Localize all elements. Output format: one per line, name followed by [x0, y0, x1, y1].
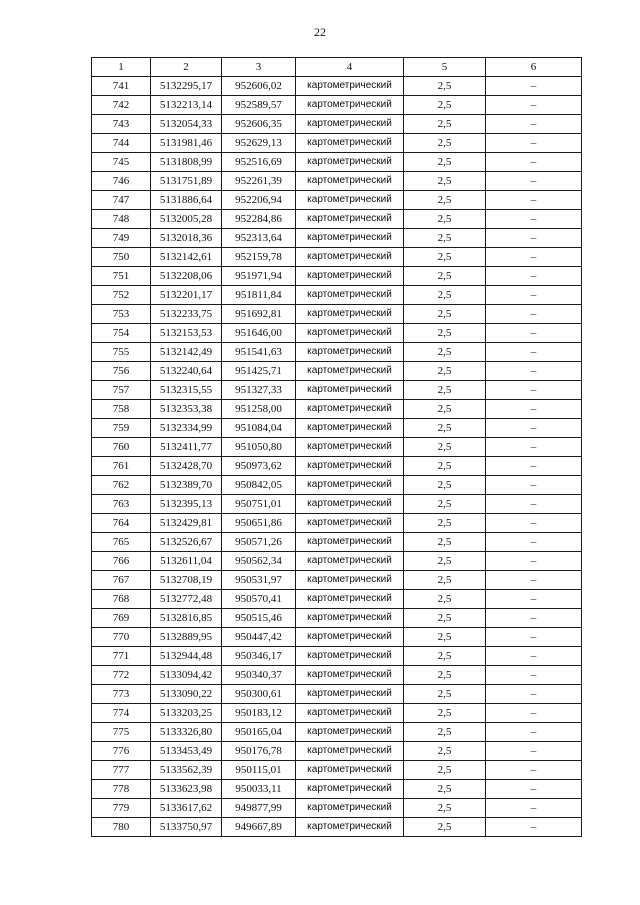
x-coordinate-cell: 5133090,22	[151, 685, 222, 704]
coordinates-table	[91, 57, 582, 837]
x-coordinate-cell: 5133562,39	[151, 761, 222, 780]
method-cell: картометрический	[296, 609, 404, 628]
y-coordinate-cell: 950300,61	[222, 685, 296, 704]
note-cell: –	[486, 191, 582, 210]
note-cell: –	[486, 229, 582, 248]
x-coordinate-cell: 5132213,14	[151, 96, 222, 115]
y-coordinate-cell: 950751,01	[222, 495, 296, 514]
note-cell: –	[486, 381, 582, 400]
table-row	[92, 723, 582, 742]
x-coordinate-cell: 5133094,42	[151, 666, 222, 685]
note-cell: –	[486, 609, 582, 628]
method-cell: картометрический	[296, 818, 404, 837]
method-cell: картометрический	[296, 96, 404, 115]
y-coordinate-cell: 951811,84	[222, 286, 296, 305]
y-coordinate-cell: 952284,86	[222, 210, 296, 229]
point-number-cell: 762	[92, 476, 151, 495]
y-coordinate-cell: 950165,04	[222, 723, 296, 742]
method-cell: картометрический	[296, 704, 404, 723]
table-row	[92, 400, 582, 419]
table-row	[92, 286, 582, 305]
table-row	[92, 552, 582, 571]
note-cell: –	[486, 286, 582, 305]
method-cell: картометрический	[296, 628, 404, 647]
note-cell: –	[486, 305, 582, 324]
accuracy-cell: 2,5	[404, 799, 486, 818]
y-coordinate-cell: 952159,78	[222, 248, 296, 267]
accuracy-cell: 2,5	[404, 400, 486, 419]
y-coordinate-cell: 950562,34	[222, 552, 296, 571]
point-number-cell: 749	[92, 229, 151, 248]
y-coordinate-cell: 950176,78	[222, 742, 296, 761]
y-coordinate-cell: 950651,86	[222, 514, 296, 533]
accuracy-cell: 2,5	[404, 229, 486, 248]
method-cell: картометрический	[296, 799, 404, 818]
x-coordinate-cell: 5132429,81	[151, 514, 222, 533]
column-header-1: 1	[92, 58, 151, 77]
y-coordinate-cell: 952313,64	[222, 229, 296, 248]
note-cell: –	[486, 628, 582, 647]
point-number-cell: 756	[92, 362, 151, 381]
method-cell: картометрический	[296, 381, 404, 400]
accuracy-cell: 2,5	[404, 723, 486, 742]
note-cell: –	[486, 248, 582, 267]
point-number-cell: 778	[92, 780, 151, 799]
accuracy-cell: 2,5	[404, 704, 486, 723]
table-row	[92, 609, 582, 628]
point-number-cell: 776	[92, 742, 151, 761]
x-coordinate-cell: 5132772,48	[151, 590, 222, 609]
accuracy-cell: 2,5	[404, 533, 486, 552]
accuracy-cell: 2,5	[404, 324, 486, 343]
accuracy-cell: 2,5	[404, 685, 486, 704]
accuracy-cell: 2,5	[404, 248, 486, 267]
x-coordinate-cell: 5132153,53	[151, 324, 222, 343]
x-coordinate-cell: 5132816,85	[151, 609, 222, 628]
y-coordinate-cell: 950447,42	[222, 628, 296, 647]
note-cell: –	[486, 400, 582, 419]
y-coordinate-cell: 951258,00	[222, 400, 296, 419]
note-cell: –	[486, 666, 582, 685]
x-coordinate-cell: 5132054,33	[151, 115, 222, 134]
accuracy-cell: 2,5	[404, 780, 486, 799]
x-coordinate-cell: 5132233,75	[151, 305, 222, 324]
accuracy-cell: 2,5	[404, 818, 486, 837]
method-cell: картометрический	[296, 362, 404, 381]
accuracy-cell: 2,5	[404, 305, 486, 324]
y-coordinate-cell: 950183,12	[222, 704, 296, 723]
method-cell: картометрический	[296, 495, 404, 514]
y-coordinate-cell: 949667,89	[222, 818, 296, 837]
point-number-cell: 779	[92, 799, 151, 818]
x-coordinate-cell: 5132005,28	[151, 210, 222, 229]
point-number-cell: 759	[92, 419, 151, 438]
note-cell: –	[486, 115, 582, 134]
accuracy-cell: 2,5	[404, 457, 486, 476]
table-row	[92, 818, 582, 837]
x-coordinate-cell: 5132315,55	[151, 381, 222, 400]
point-number-cell: 768	[92, 590, 151, 609]
y-coordinate-cell: 952589,57	[222, 96, 296, 115]
x-coordinate-cell: 5132428,70	[151, 457, 222, 476]
table-row	[92, 343, 582, 362]
note-cell: –	[486, 495, 582, 514]
accuracy-cell: 2,5	[404, 419, 486, 438]
y-coordinate-cell: 950346,17	[222, 647, 296, 666]
point-number-cell: 754	[92, 324, 151, 343]
table-row	[92, 191, 582, 210]
y-coordinate-cell: 950515,46	[222, 609, 296, 628]
x-coordinate-cell: 5131981,46	[151, 134, 222, 153]
point-number-cell: 757	[92, 381, 151, 400]
x-coordinate-cell: 5133453,49	[151, 742, 222, 761]
accuracy-cell: 2,5	[404, 476, 486, 495]
accuracy-cell: 2,5	[404, 495, 486, 514]
method-cell: картометрический	[296, 267, 404, 286]
y-coordinate-cell: 951084,04	[222, 419, 296, 438]
accuracy-cell: 2,5	[404, 115, 486, 134]
method-cell: картометрический	[296, 761, 404, 780]
method-cell: картометрический	[296, 210, 404, 229]
table-row	[92, 96, 582, 115]
point-number-cell: 775	[92, 723, 151, 742]
method-cell: картометрический	[296, 286, 404, 305]
note-cell: –	[486, 514, 582, 533]
y-coordinate-cell: 951971,94	[222, 267, 296, 286]
note-cell: –	[486, 210, 582, 229]
table-row	[92, 381, 582, 400]
table-row	[92, 495, 582, 514]
method-cell: картометрический	[296, 400, 404, 419]
method-cell: картометрический	[296, 666, 404, 685]
method-cell: картометрический	[296, 77, 404, 96]
note-cell: –	[486, 419, 582, 438]
accuracy-cell: 2,5	[404, 343, 486, 362]
point-number-cell: 760	[92, 438, 151, 457]
x-coordinate-cell: 5132611,04	[151, 552, 222, 571]
table-row	[92, 685, 582, 704]
note-cell: –	[486, 799, 582, 818]
table-row	[92, 476, 582, 495]
method-cell: картометрический	[296, 229, 404, 248]
y-coordinate-cell: 950973,62	[222, 457, 296, 476]
note-cell: –	[486, 685, 582, 704]
x-coordinate-cell: 5132334,99	[151, 419, 222, 438]
note-cell: –	[486, 438, 582, 457]
table-row	[92, 77, 582, 96]
point-number-cell: 780	[92, 818, 151, 837]
table-row	[92, 419, 582, 438]
y-coordinate-cell: 950570,41	[222, 590, 296, 609]
x-coordinate-cell: 5133750,97	[151, 818, 222, 837]
table-row	[92, 134, 582, 153]
note-cell: –	[486, 742, 582, 761]
table-row	[92, 324, 582, 343]
method-cell: картометрический	[296, 191, 404, 210]
accuracy-cell: 2,5	[404, 172, 486, 191]
note-cell: –	[486, 780, 582, 799]
table-row	[92, 590, 582, 609]
table-row	[92, 647, 582, 666]
method-cell: картометрический	[296, 153, 404, 172]
x-coordinate-cell: 5133623,98	[151, 780, 222, 799]
accuracy-cell: 2,5	[404, 647, 486, 666]
y-coordinate-cell: 951327,33	[222, 381, 296, 400]
table-row	[92, 457, 582, 476]
point-number-cell: 773	[92, 685, 151, 704]
accuracy-cell: 2,5	[404, 609, 486, 628]
note-cell: –	[486, 476, 582, 495]
y-coordinate-cell: 952206,94	[222, 191, 296, 210]
y-coordinate-cell: 950842,05	[222, 476, 296, 495]
y-coordinate-cell: 952629,13	[222, 134, 296, 153]
method-cell: картометрический	[296, 343, 404, 362]
table-row	[92, 267, 582, 286]
note-cell: –	[486, 647, 582, 666]
point-number-cell: 777	[92, 761, 151, 780]
point-number-cell: 752	[92, 286, 151, 305]
table-row	[92, 210, 582, 229]
y-coordinate-cell: 952606,02	[222, 77, 296, 96]
point-number-cell: 763	[92, 495, 151, 514]
y-coordinate-cell: 950531,97	[222, 571, 296, 590]
point-number-cell: 769	[92, 609, 151, 628]
point-number-cell: 746	[92, 172, 151, 191]
note-cell: –	[486, 761, 582, 780]
page-number: 22	[314, 25, 326, 39]
accuracy-cell: 2,5	[404, 267, 486, 286]
x-coordinate-cell: 5132395,13	[151, 495, 222, 514]
table-row	[92, 704, 582, 723]
table-row	[92, 780, 582, 799]
table-row	[92, 172, 582, 191]
note-cell: –	[486, 343, 582, 362]
point-number-cell: 744	[92, 134, 151, 153]
table-row	[92, 799, 582, 818]
table-body	[92, 77, 582, 837]
accuracy-cell: 2,5	[404, 286, 486, 305]
note-cell: –	[486, 533, 582, 552]
method-cell: картометрический	[296, 590, 404, 609]
point-number-cell: 750	[92, 248, 151, 267]
note-cell: –	[486, 552, 582, 571]
x-coordinate-cell: 5131886,64	[151, 191, 222, 210]
method-cell: картометрический	[296, 571, 404, 590]
note-cell: –	[486, 324, 582, 343]
point-number-cell: 743	[92, 115, 151, 134]
point-number-cell: 766	[92, 552, 151, 571]
table-row	[92, 229, 582, 248]
note-cell: –	[486, 571, 582, 590]
method-cell: картометрический	[296, 476, 404, 495]
y-coordinate-cell: 950033,11	[222, 780, 296, 799]
point-number-cell: 770	[92, 628, 151, 647]
accuracy-cell: 2,5	[404, 362, 486, 381]
method-cell: картометрический	[296, 647, 404, 666]
table-row	[92, 248, 582, 267]
method-cell: картометрический	[296, 685, 404, 704]
point-number-cell: 741	[92, 77, 151, 96]
y-coordinate-cell: 951541,63	[222, 343, 296, 362]
table-row	[92, 533, 582, 552]
point-number-cell: 774	[92, 704, 151, 723]
y-coordinate-cell: 950340,37	[222, 666, 296, 685]
method-cell: картометрический	[296, 115, 404, 134]
y-coordinate-cell: 951425,71	[222, 362, 296, 381]
table-row	[92, 115, 582, 134]
accuracy-cell: 2,5	[404, 761, 486, 780]
accuracy-cell: 2,5	[404, 438, 486, 457]
table-row	[92, 571, 582, 590]
x-coordinate-cell: 5132295,17	[151, 77, 222, 96]
y-coordinate-cell: 951050,80	[222, 438, 296, 457]
note-cell: –	[486, 153, 582, 172]
accuracy-cell: 2,5	[404, 590, 486, 609]
table-row	[92, 153, 582, 172]
accuracy-cell: 2,5	[404, 514, 486, 533]
note-cell: –	[486, 457, 582, 476]
column-header-6: 6	[486, 58, 582, 77]
accuracy-cell: 2,5	[404, 210, 486, 229]
note-cell: –	[486, 77, 582, 96]
point-number-cell: 742	[92, 96, 151, 115]
method-cell: картометрический	[296, 248, 404, 267]
table-header-row	[92, 58, 582, 77]
note-cell: –	[486, 704, 582, 723]
method-cell: картометрический	[296, 438, 404, 457]
point-number-cell: 764	[92, 514, 151, 533]
y-coordinate-cell: 950115,01	[222, 761, 296, 780]
table-row	[92, 305, 582, 324]
method-cell: картометрический	[296, 723, 404, 742]
note-cell: –	[486, 818, 582, 837]
x-coordinate-cell: 5132411,77	[151, 438, 222, 457]
method-cell: картометрический	[296, 780, 404, 799]
method-cell: картометрический	[296, 533, 404, 552]
x-coordinate-cell: 5132240,64	[151, 362, 222, 381]
column-header-4: 4	[296, 58, 404, 77]
accuracy-cell: 2,5	[404, 552, 486, 571]
y-coordinate-cell: 950571,26	[222, 533, 296, 552]
x-coordinate-cell: 5132708,19	[151, 571, 222, 590]
x-coordinate-cell: 5132201,17	[151, 286, 222, 305]
y-coordinate-cell: 951646,00	[222, 324, 296, 343]
y-coordinate-cell: 952261,39	[222, 172, 296, 191]
point-number-cell: 751	[92, 267, 151, 286]
method-cell: картометрический	[296, 457, 404, 476]
accuracy-cell: 2,5	[404, 628, 486, 647]
x-coordinate-cell: 5132018,36	[151, 229, 222, 248]
point-number-cell: 745	[92, 153, 151, 172]
x-coordinate-cell: 5132944,48	[151, 647, 222, 666]
x-coordinate-cell: 5132353,38	[151, 400, 222, 419]
x-coordinate-cell: 5132889,95	[151, 628, 222, 647]
note-cell: –	[486, 590, 582, 609]
column-header-3: 3	[222, 58, 296, 77]
method-cell: картометрический	[296, 324, 404, 343]
x-coordinate-cell: 5132142,61	[151, 248, 222, 267]
x-coordinate-cell: 5131808,99	[151, 153, 222, 172]
column-header-2: 2	[151, 58, 222, 77]
point-number-cell: 771	[92, 647, 151, 666]
table-row	[92, 362, 582, 381]
accuracy-cell: 2,5	[404, 666, 486, 685]
table-row	[92, 514, 582, 533]
x-coordinate-cell: 5133326,80	[151, 723, 222, 742]
method-cell: картометрический	[296, 552, 404, 571]
accuracy-cell: 2,5	[404, 381, 486, 400]
point-number-cell: 747	[92, 191, 151, 210]
table-row	[92, 628, 582, 647]
note-cell: –	[486, 172, 582, 191]
x-coordinate-cell: 5132208,06	[151, 267, 222, 286]
note-cell: –	[486, 96, 582, 115]
point-number-cell: 748	[92, 210, 151, 229]
accuracy-cell: 2,5	[404, 153, 486, 172]
point-number-cell: 758	[92, 400, 151, 419]
table-row	[92, 761, 582, 780]
x-coordinate-cell: 5133617,62	[151, 799, 222, 818]
table-row	[92, 742, 582, 761]
accuracy-cell: 2,5	[404, 191, 486, 210]
point-number-cell: 755	[92, 343, 151, 362]
accuracy-cell: 2,5	[404, 77, 486, 96]
method-cell: картометрический	[296, 134, 404, 153]
point-number-cell: 753	[92, 305, 151, 324]
method-cell: картометрический	[296, 419, 404, 438]
point-number-cell: 767	[92, 571, 151, 590]
note-cell: –	[486, 134, 582, 153]
y-coordinate-cell: 952516,69	[222, 153, 296, 172]
point-number-cell: 761	[92, 457, 151, 476]
note-cell: –	[486, 267, 582, 286]
method-cell: картометрический	[296, 172, 404, 191]
method-cell: картометрический	[296, 305, 404, 324]
point-number-cell: 772	[92, 666, 151, 685]
x-coordinate-cell: 5132142,49	[151, 343, 222, 362]
column-header-5: 5	[404, 58, 486, 77]
table-row	[92, 666, 582, 685]
y-coordinate-cell: 951692,81	[222, 305, 296, 324]
accuracy-cell: 2,5	[404, 134, 486, 153]
x-coordinate-cell: 5131751,89	[151, 172, 222, 191]
x-coordinate-cell: 5132526,67	[151, 533, 222, 552]
method-cell: картометрический	[296, 742, 404, 761]
accuracy-cell: 2,5	[404, 742, 486, 761]
method-cell: картометрический	[296, 514, 404, 533]
y-coordinate-cell: 952606,35	[222, 115, 296, 134]
note-cell: –	[486, 723, 582, 742]
x-coordinate-cell: 5132389,70	[151, 476, 222, 495]
accuracy-cell: 2,5	[404, 571, 486, 590]
accuracy-cell: 2,5	[404, 96, 486, 115]
y-coordinate-cell: 949877,99	[222, 799, 296, 818]
point-number-cell: 765	[92, 533, 151, 552]
table-row	[92, 438, 582, 457]
x-coordinate-cell: 5133203,25	[151, 704, 222, 723]
note-cell: –	[486, 362, 582, 381]
